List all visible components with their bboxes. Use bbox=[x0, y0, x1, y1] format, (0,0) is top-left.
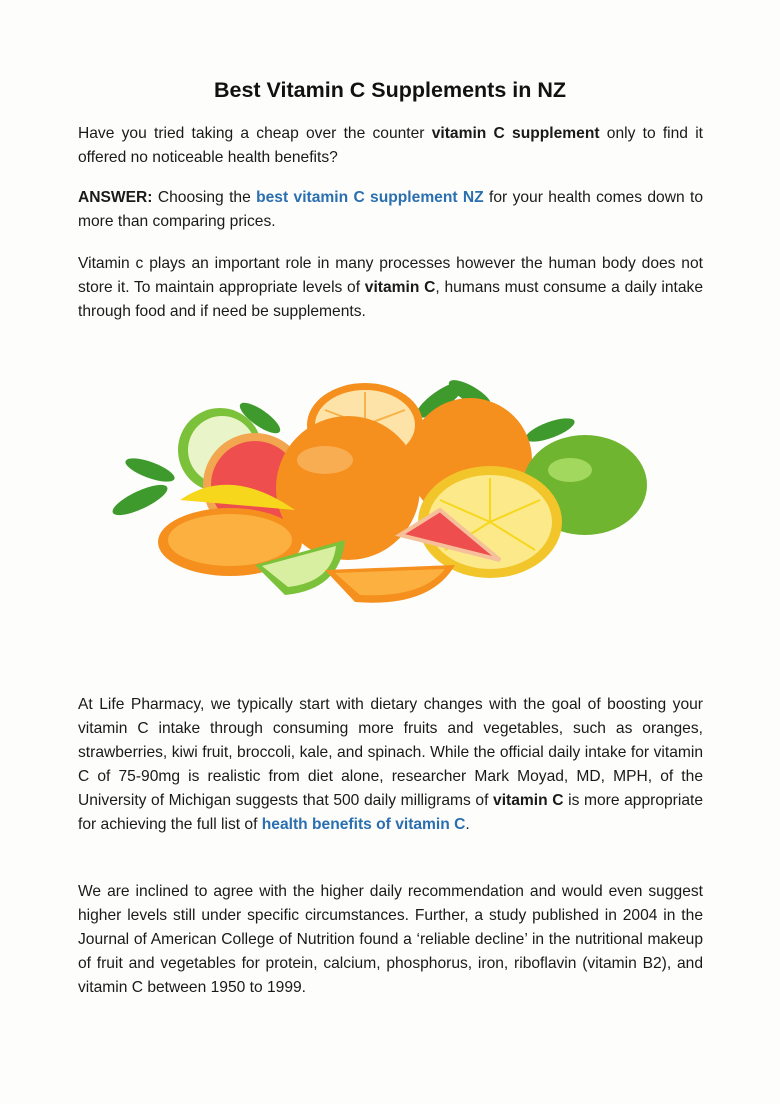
p3-text-2: , humans must consume a daily intake through food and if need be supplements. bbox=[78, 279, 703, 320]
answer-label: ANSWER: bbox=[78, 189, 153, 206]
p3-bold-1: vitamin C bbox=[364, 279, 436, 296]
answer-paragraph bbox=[78, 186, 703, 234]
page-title: Best Vitamin C Supplements in NZ bbox=[213, 78, 567, 102]
p4-text-2: is more appropriate for achieving the full list of bbox=[78, 792, 704, 833]
p2-text-2: for your health comes down to more than comparing prices. bbox=[78, 189, 704, 230]
p5-text-1: We are inclined to agree with the higher daily recommendation and would even suggest higher levels still under specific circumstances. Further, a study published in 2004 in the Journal of American College of Nutrition found a ‘reliable decline’ in the nutritional makeup of fruit and vegetables for protein, calcium, phosphorus, iron, riboflavin (vitamin B2), and vitamin C between 1950 to 1999. bbox=[78, 883, 703, 996]
p4-text-1: At Life Pharmacy, we typically start with dietary changes with the goal of boosting your vitamin C intake through consuming more fruits and vegetables, such as oranges, strawberries, kiwi fruit, broccoli, kale, and spinach. While the official daily intake for vitamin C of 75-90mg is realistic from diet alone, researcher Mark Moyad, MD, MPH, of the University of Michigan suggests that 500 daily milligrams of bbox=[78, 696, 703, 809]
p3-text-1: Vitamin c plays an important role in many processes however the human body does not store it. To maintain appropriate levels of bbox=[78, 255, 703, 296]
p4-bold-1: vitamin C bbox=[493, 792, 564, 809]
p1-text-2: only to find it offered no noticeable health benefits? bbox=[78, 125, 704, 166]
best-supplement-link[interactable]: best vitamin C supplement NZ bbox=[256, 189, 484, 206]
intro-paragraph bbox=[78, 122, 703, 170]
p2-text-1: Choosing the bbox=[152, 189, 257, 206]
p4-text-3: . bbox=[465, 816, 470, 833]
dietary-changes-paragraph bbox=[78, 693, 703, 837]
recommendation-paragraph bbox=[78, 880, 703, 1000]
p1-bold-1: vitamin C supplement bbox=[431, 125, 600, 142]
health-benefits-link[interactable]: health benefits of vitamin C bbox=[261, 816, 466, 833]
citrus-fruits-image bbox=[110, 370, 655, 615]
p1-text-1: Have you tried taking a cheap over the counter bbox=[78, 125, 432, 142]
vitamin-role-paragraph bbox=[78, 252, 703, 324]
